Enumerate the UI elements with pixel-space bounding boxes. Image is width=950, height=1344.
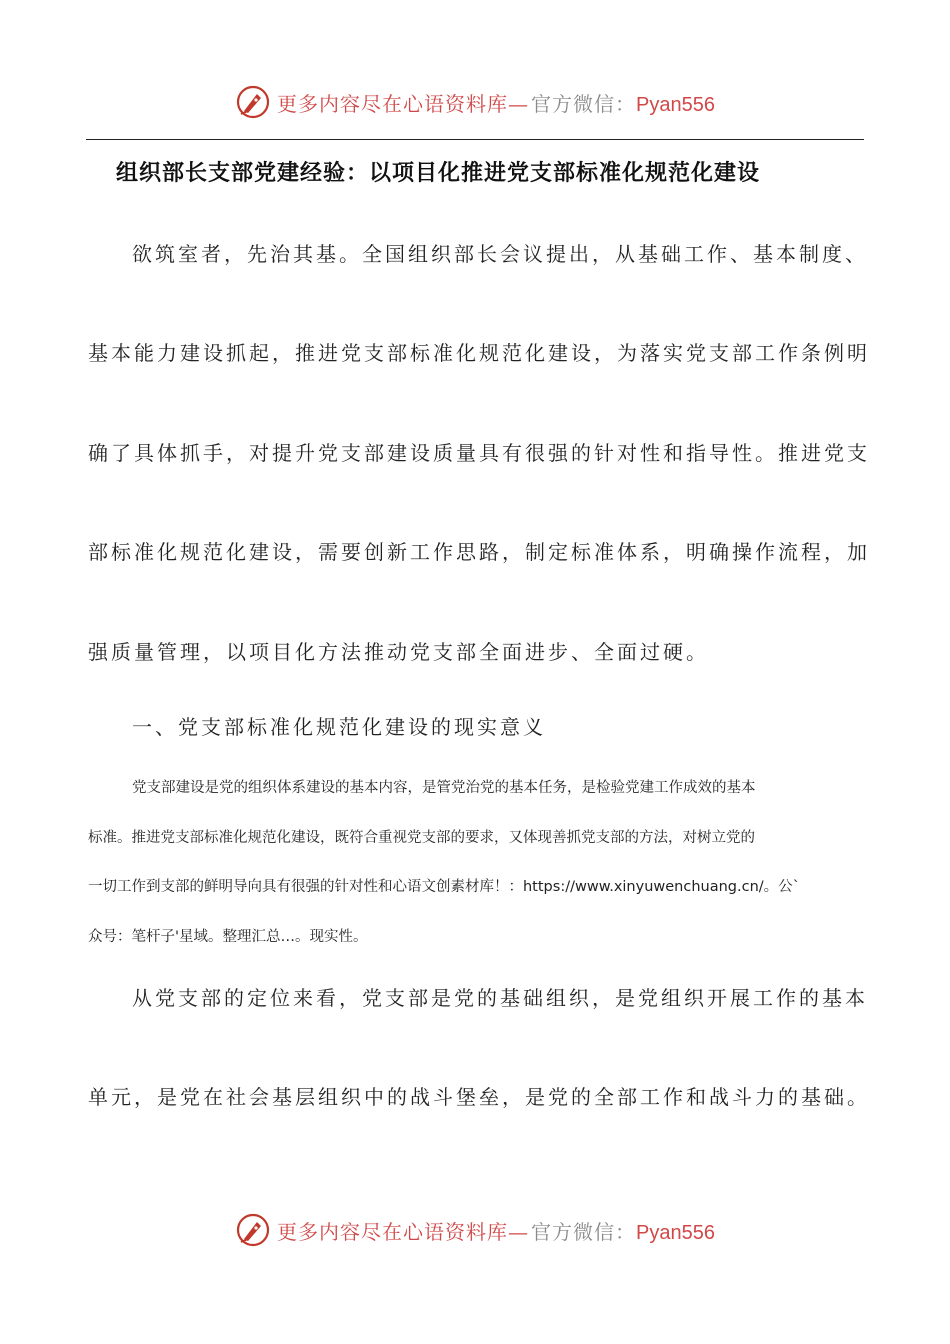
paragraph-line: 单元，是党在社会基层组织中的战斗堡垒，是党的全部工作和战斗力的基础。: [88, 1085, 870, 1109]
banner-account: Pyan556: [636, 93, 715, 116]
header-divider: [86, 139, 864, 140]
paragraph-line: 党支部建设是党的组织体系建设的基本内容，是管党治党的基本任务，是检验党建工作成效的基本: [132, 780, 756, 796]
paragraph-line: 确了具体抓手，对提升党支部建设质量具有很强的针对性和指导性。推进党支: [88, 441, 870, 465]
header-banner: [0, 82, 950, 122]
banner-dash: —: [508, 1219, 530, 1244]
section-heading: 一、党支部标准化规范化建设的现实意义: [132, 715, 546, 739]
paragraph-line: 众号：笔杆子'星域。整理汇总…。现实性。: [88, 929, 368, 945]
paragraph-line: 一切工作到支部的鲜明导向具有很强的针对性和心语文创素材库！：https://www.xinyuwenchuang.cn/。公`: [88, 879, 800, 895]
document-title: 组织部长支部党建经验：以项目化推进党支部标准化规范化建设: [116, 160, 761, 186]
paragraph-line: 强质量管理，以项目化方法推动党支部全面进步、全面过硬。: [88, 640, 709, 664]
paragraph-line: 标准。推进党支部标准化规范化建设，既符合重视党支部的要求，又体现善抓党支部的方法，对树立党的: [88, 830, 755, 846]
banner-text: [277, 88, 715, 117]
paragraph-line: 部标准化规范化建设，需要创新工作思路，制定标准体系，明确操作流程，加: [88, 540, 870, 564]
banner-main-text: 更多内容尽在心语资料库: [277, 91, 509, 116]
banner-dash: —: [508, 91, 530, 116]
paragraph-line: 从党支部的定位来看，党支部是党的基础组织，是党组织开展工作的基本: [132, 986, 868, 1010]
pen-nib-logo-icon: [235, 1212, 271, 1248]
footer-banner: [0, 1210, 950, 1250]
banner-account: Pyan556: [636, 1221, 715, 1244]
banner-text: [277, 1216, 715, 1245]
banner-wechat-label: 官方微信：: [531, 1219, 637, 1244]
paragraph-line: 基本能力建设抓起，推进党支部标准化规范化建设，为落实党支部工作条例明: [88, 341, 870, 365]
pen-nib-logo-icon: [235, 84, 271, 120]
banner-wechat-label: 官方微信：: [531, 91, 637, 116]
paragraph-line: 欲筑室者，先治其基。全国组织部长会议提出，从基础工作、基本制度、: [132, 242, 868, 266]
banner-main-text: 更多内容尽在心语资料库: [277, 1219, 509, 1244]
